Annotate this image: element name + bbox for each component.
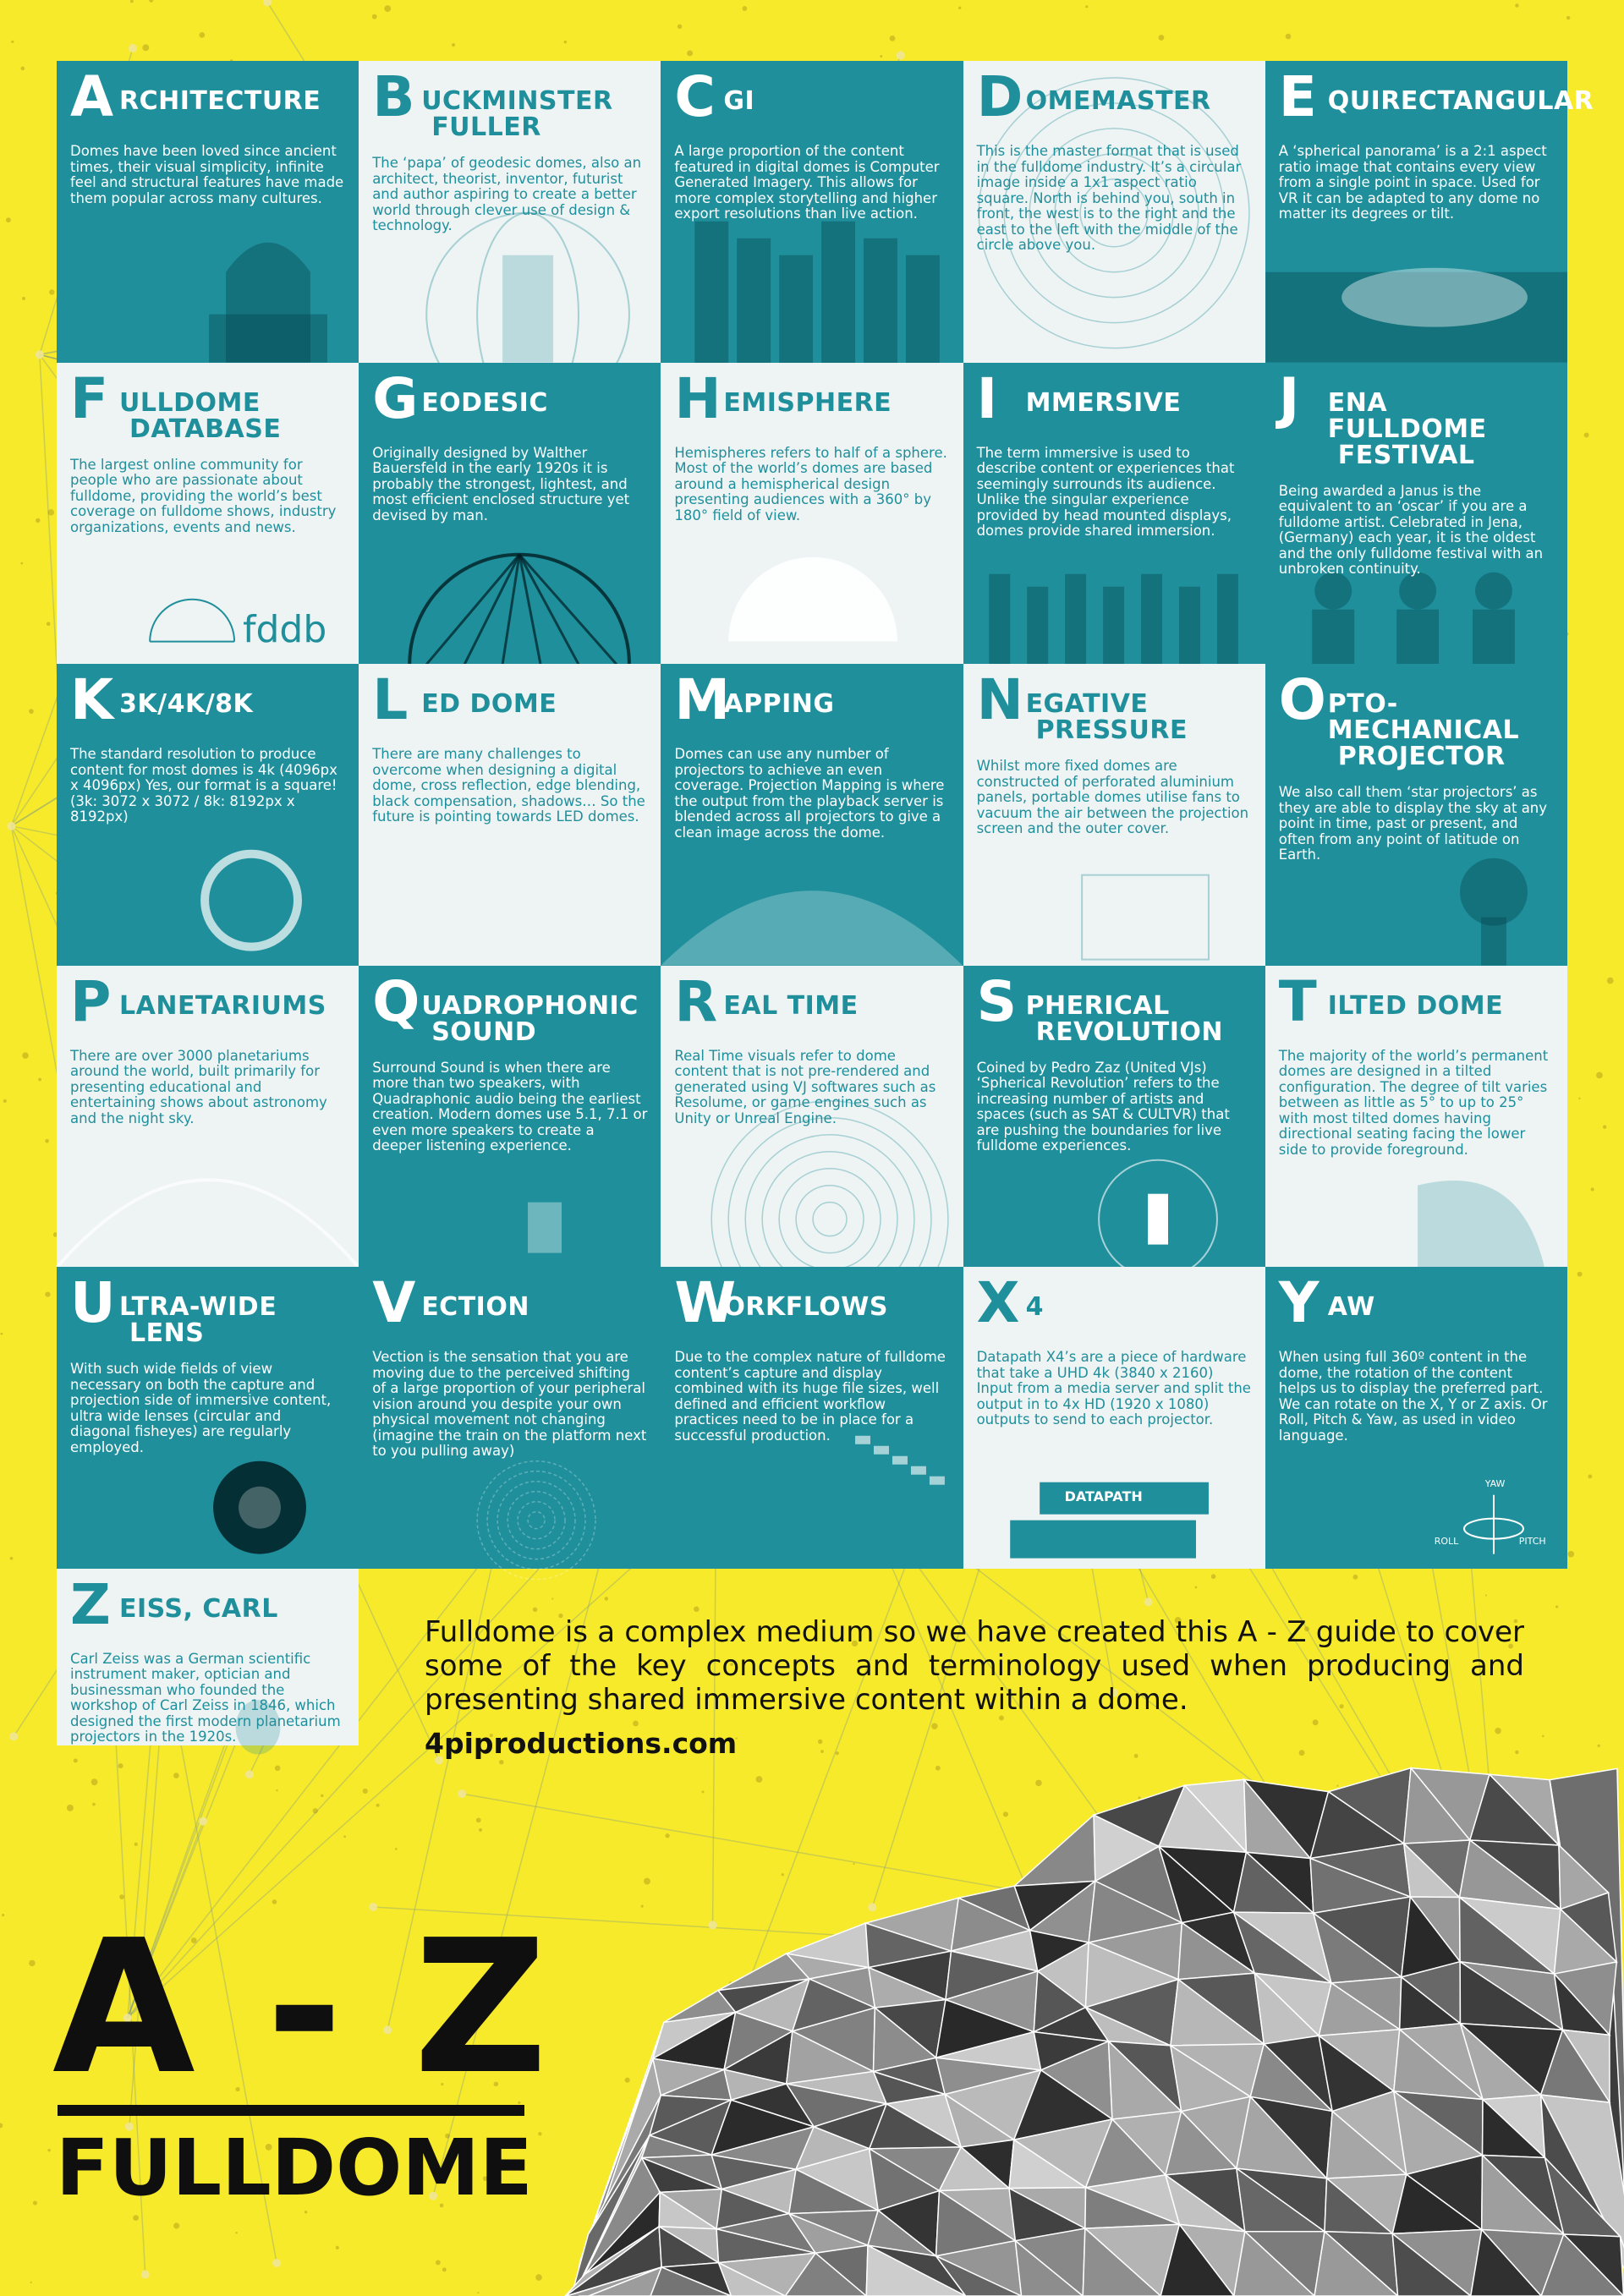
tile-heading [1278,968,1554,1034]
tile-k [57,664,359,966]
tile-description: Originally designed by Walther Bauersfeld in the early 1920s it is probably the strongest, lightest, and most efficient enclosed structure yet devised by man. [372,444,630,523]
tile-term: EMISPHERE [723,387,892,418]
tile-term-line2: REVOLUTION [1035,1016,1223,1047]
tile-term: PTO-MECHANICAL [1327,689,1520,746]
tile-z [57,1569,359,1745]
tile-term: MMERSIVE [1025,387,1182,418]
tile-heading [70,1270,345,1349]
tile-letter: G [372,365,419,431]
tile-term: APPING [723,689,835,720]
tile-letter: D [976,64,1023,129]
tile-description: With such wide fields of view necessary on both the capture and projection side of immersive content, ultra wide lenses (circular and diagonal fisheyes) are regularly employed. [70,1361,332,1455]
tile-d [963,61,1265,363]
tile-term: EISS, CARL [119,1593,278,1624]
tile-description: The majority of the world’s permanent domes are designed in a tilted configuration. The degree of tilt varies between as little as 5° to up to 25° with most tilted domes having directional seating facing the lower side to provide foreground. [1278,1047,1549,1158]
title-fulldome: FULLDOME [56,2123,533,2213]
tile-letter: S [976,968,1018,1034]
tile-description: When using full 360º content in the dome, the rotation of the content helps us to display the preferred part. We can rotate on the X, Y or Z axis. Or Roll, Pitch & Yaw, as used in video language. [1278,1349,1548,1444]
tile-term: EAL TIME [723,990,859,1021]
tile-term-line2: PRESSURE [1035,715,1188,746]
tile-letter: B [372,64,415,129]
title-a-z: A - Z [52,1901,551,2115]
tile-letter: E [1278,64,1318,129]
axis-label: ROLL [1434,1536,1459,1548]
tile-description: A ‘spherical panorama’ is a 2:1 aspect ratio image that contains every view from a single point in space. Used for VR it can be adapted to any dome no matter its degrees or tilt. [1278,143,1547,222]
tile-term: ECTION [421,1292,529,1323]
tile-w [661,1267,963,1569]
tile-n [963,664,1265,966]
tile-term-line2: SOUND [431,1016,537,1047]
tile-description: We also call them ‘star projectors’ as they are able to display the sky at any point in time, past or present, and often from any point of latitude on Earth. [1278,784,1548,863]
tile-m [661,664,963,966]
tile-q [359,966,661,1268]
tile-e [1265,61,1594,363]
tile-letter: R [674,968,718,1034]
website-link[interactable]: 4piproductions.com [425,1727,738,1760]
tile-heading [70,667,345,733]
tile-description: Carl Zeiss was a German scientific instrument maker, optician and businessman who founded the workshop of Carl Zeiss in 1846, which designed the first modern planetarium projectors in the 1920s. [70,1650,341,1745]
tile-letter: T [1278,968,1318,1034]
tile-description: There are many challenges to overcome when designing a digital dome, cross reflection, edge blending, black compensation, shadows… So the future is pointing towards LED domes. [372,746,645,825]
tile-o [1265,664,1567,966]
tile-heading [674,64,949,129]
tile-g [359,363,661,665]
tile-heading [372,667,647,733]
tile-letter: M [674,667,731,733]
intro-text: Fulldome is a complex medium so we have created this A - Z guide to cover some of the key concepts and terminology used when producing and presenting shared immersive content within a dome. [425,1615,1524,1717]
tile-letter: O [1278,667,1327,733]
tile-letter: C [674,64,716,129]
intro-block [425,1615,1524,1760]
tile-letter: F [70,365,109,431]
tile-term: RCHITECTURE [119,86,321,116]
tile-letter: H [674,365,722,431]
tile-letter: V [372,1270,416,1336]
tile-x [963,1267,1265,1569]
tile-term: UCKMINSTER [421,86,613,116]
tile-letter: K [70,667,114,733]
tile-term: OMEMASTER [1025,86,1211,116]
tile-term: QUIRECTANGULAR [1327,86,1594,116]
tile-term: ORKFLOWS [723,1292,888,1323]
tile-heading [372,365,647,431]
tile-f [57,363,359,665]
tile-term: EODESIC [421,387,548,418]
tile-heading [70,64,345,129]
tile-heading [70,365,345,444]
tile-description: Vection is the sensation that you are moving due to the perceived shifting of a large proportion of your peripheral vision around you despite your own physical movement not changing (imagine the train on the platform next to you pulling away) [372,1349,647,1460]
tile-term: GI [723,86,755,116]
tile-term: PHERICAL [1025,990,1170,1021]
tile-heading [674,365,949,431]
tile-term: ILTED DOME [1327,990,1504,1021]
tile-j [1265,363,1567,665]
tile-heading [1278,1270,1554,1336]
tile-letter: I [976,365,998,431]
tile-term: ULLDOME [119,387,261,418]
tile-letter: U [70,1270,117,1336]
tile-letter: X [976,1270,1020,1336]
tile-description: Coined by Pedro Zaz (United VJs) ‘Spherical Revolution’ refers to the increasing number of artists and spaces (such as SAT & CULTVR) that are pushing the boundaries for live fulldome experiences. [976,1059,1230,1154]
tile-term: ED DOME [421,689,557,720]
tile-term: ENA FULLDOME [1327,387,1487,444]
tile-letter: Q [372,968,420,1034]
tile-description: The standard resolution to produce content for most domes is 4k (4096px x 4096px) Yes, our format is a square! (3k: 3072 x 3072 / 8k: 8192px x 8192px) [70,746,337,825]
tile-heading [1278,667,1554,772]
tile-v [359,1267,661,1569]
tile-description: There are over 3000 planetariums around the world, built primarily for presenting educational and entertaining shows about astronomy and the night sky. [70,1047,327,1126]
tile-term: AW [1327,1292,1375,1323]
tile-s [963,966,1265,1268]
tile-heading [1278,64,1594,129]
tile-letter: Z [70,1571,112,1637]
tile-description: Whilst more fixed domes are constructed of perforated aluminium panels, portable domes utilise fans to vacuum the air between the projection screen and the outer cover. [976,758,1249,837]
tile-letter: N [976,667,1024,733]
tile-logo-text: DATAPATH [1064,1488,1143,1505]
tile-term: 3K/4K/8K [119,689,254,720]
tile-term: LTRA-WIDE [119,1292,277,1323]
tile-description: Datapath X4’s are a piece of hardware that take a UHD 4k (3840 x 2160) Input from a media server and split the output in to 4x HD (1920 x 1080) outputs to send to each projector. [976,1349,1251,1428]
tile-description: Due to the complex nature of fulldome content’s capture and display combined with its huge file sizes, well defined and efficient workflow practices need to be in place for a successful production. [674,1349,946,1444]
tile-term-line2: FESTIVAL [1337,440,1475,470]
tile-h [661,363,963,665]
tile-term-line2: DATABASE [129,414,282,444]
tile-description: Hemispheres refers to half of a sphere. Most of the world’s domes are based around a hemispherical design presenting audiences with a 360° by 180° field of view. [674,444,947,523]
tile-description: Being awarded a Janus is the equivalent to an ‘oscar’ if you are a fulldome artist. Celebrated in Jena, (Germany) each year, it is the oldest and the only fulldome festival with an unbroken continuity. [1278,482,1544,578]
tile-description: The largest online community for people who are passionate about fulldome, providing the world’s best coverage on fulldome shows, industry organizations, events and news. [70,456,337,535]
tile-description: Real Time visuals refer to dome content that is not pre-rendered and generated using VJ softwares such as Resolume, or game engines such as Unity or Unreal Engine. [674,1047,936,1126]
tile-p [57,966,359,1268]
tile-letter: L [372,667,409,733]
tile-heading [976,667,1252,746]
axis-label: PITCH [1518,1536,1546,1548]
polygon-mountain-graphic [575,1759,1624,2296]
tile-l [359,664,661,966]
tile-heading [674,968,949,1034]
tile-letter: Y [1278,1270,1320,1336]
tile-u [57,1267,359,1569]
tile-description: The term immersive is used to describe content or experiences that seemingly surrounds its audience. Unlike the singular experience provided by head mounted displays, domes provide shared immersion. [976,444,1235,540]
tile-description: Surround Sound is when there are more than two speakers, with Quadraphonic audio being the earliest creation. Modern domes use 5.1, 7.1 or even more speakers to create a deeper listening experience. [372,1059,648,1154]
tile-description: Domes have been loved since ancient times, their visual simplicity, infinite feel and structural features have made them popular across many cultures. [70,143,344,206]
tile-description: Domes can use any number of projectors to achieve an even coverage. Projection Mapping is where the output from the playback server is blended across all projectors to give a clean image across the dome. [674,746,945,841]
tile-letter: A [70,64,114,129]
tile-r [661,966,963,1268]
tile-heading [976,64,1252,129]
tile-heading [976,968,1252,1047]
tile-description: This is the master format that is used in the fulldome industry. It’s a circular image inside a 1x1 aspect ratio square. North is behind you, south in front, the west is to the right and the east to the left with the middle of the circle above you. [976,143,1242,253]
tile-a [57,61,359,363]
tile-term: LANETARIUMS [119,990,326,1021]
tile-heading [976,1270,1252,1336]
tile-letter: P [70,968,112,1034]
tile-heading [1278,365,1554,470]
poster-title [52,1901,551,2213]
tile-term-line2: PROJECTOR [1337,742,1506,772]
tile-y [1265,1267,1567,1569]
tile-heading [674,667,949,733]
tile-term-line2: LENS [129,1318,205,1349]
tile-description: A large proportion of the content featured in digital domes is Computer Generated Imagery. This allows for more complex storytelling and higher export resolutions than live action. [674,143,940,222]
tile-heading [372,64,647,142]
tile-heading [976,365,1252,431]
tile-heading [70,968,345,1034]
tile-heading [674,1270,949,1336]
tile-i [963,363,1265,665]
tile-letter: J [1278,365,1300,431]
tile-term: UADROPHONIC [421,990,639,1021]
axis-label: YAW [1484,1478,1506,1490]
tile-term: EGATIVE [1025,689,1149,720]
tile-heading [70,1571,345,1637]
tile-logo-text: fddb [243,607,327,651]
tile-letter: W [674,1270,737,1336]
tile-heading [372,968,647,1047]
tile-term: 4 [1025,1292,1044,1323]
tile-c [661,61,963,363]
tile-t [1265,966,1567,1268]
tile-heading [372,1270,647,1336]
tile-b [359,61,661,363]
tile-description: The ‘papa’ of geodesic domes, also an architect, theorist, inventor, futurist and author aspiring to create a better world through clever use of design & technology. [372,155,642,233]
tile-term-line2: FULLER [431,112,541,142]
